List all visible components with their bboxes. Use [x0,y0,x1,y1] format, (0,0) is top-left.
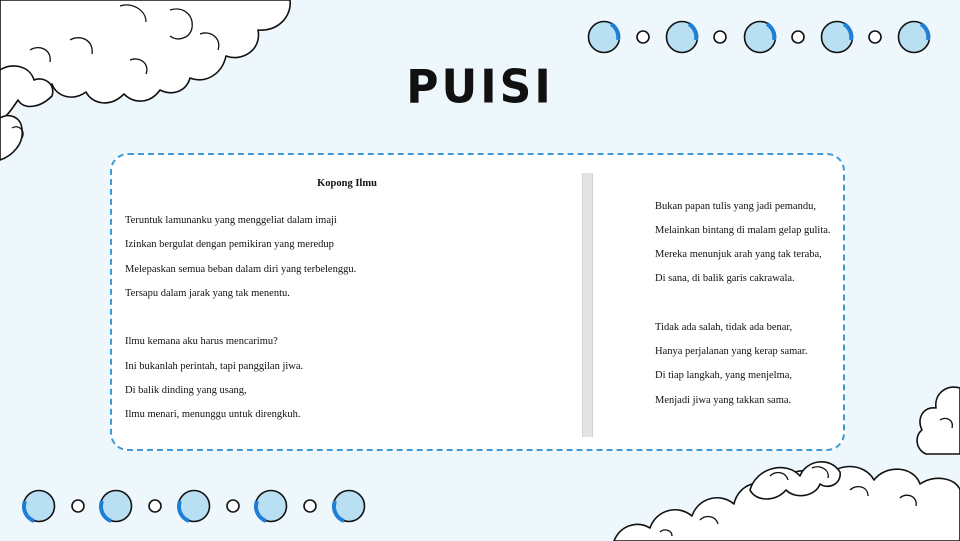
bubbles-bottom-left-icon [20,487,370,527]
poem-title: Kopong Ilmu [317,178,377,189]
poem-line: Teruntuk lamunanku yang menggeliat dalam imaji [125,215,337,226]
poem-line: Tersapu dalam jarak yang tak menentu. [125,288,290,299]
bubbles-top-right-icon [585,18,935,58]
poem-line: Izinkan bergulat dengan pemikiran yang meredup [125,239,334,250]
page-title: PUISI [406,60,554,115]
poem-card [110,153,845,451]
poem-line: Ilmu kemana aku harus mencarimu? [125,336,278,347]
poem-line: Bukan papan tulis yang jadi pemandu, [655,201,816,212]
poem-line: Mereka menunjuk arah yang tak teraba, [655,249,822,260]
poem-line: Ini bukanlah perintah, tapi panggilan jiwa. [125,361,304,372]
poem-line: Di sana, di balik garis cakrawala. [655,273,795,284]
poem-line: Melepaskan semua beban dalam diri yang terbelenggu. [125,264,357,275]
poem-line: Tidak ada salah, tidak ada benar, [655,322,793,333]
poem-line: Di tiap langkah, yang menjelma, [655,370,793,381]
page-divider [582,173,593,437]
poem-line: Hanya perjalanan yang kerap samar. [655,346,808,357]
poem-line: Di balik dinding yang usang, [125,385,247,396]
poem-line: Menjadi jiwa yang takkan sama. [655,395,792,406]
poem-line: Melainkan bintang di malam gelap gulita. [655,225,831,236]
poem-line: Ilmu menari, menunggu untuk direngkuh. [125,409,301,420]
